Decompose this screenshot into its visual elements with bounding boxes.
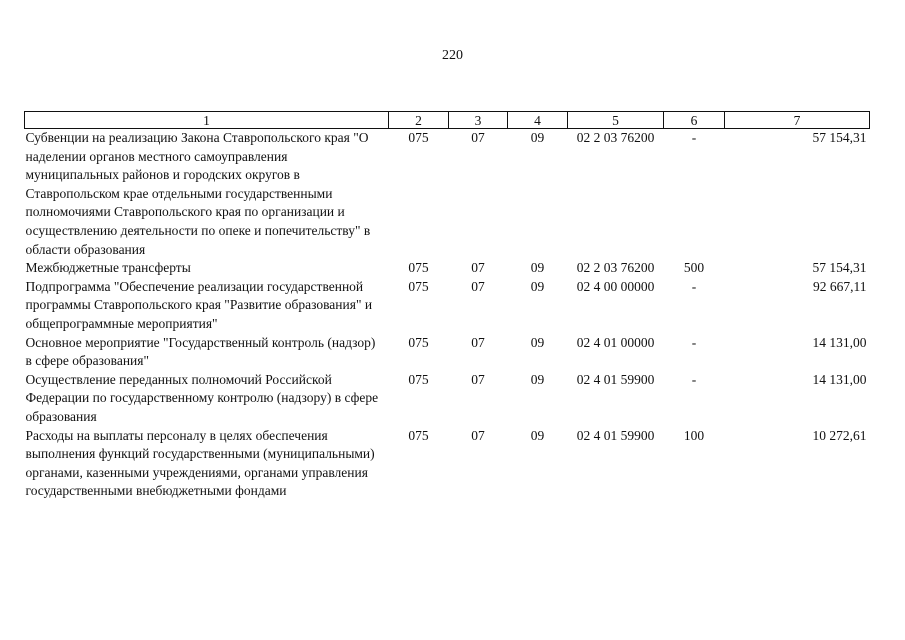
row-ministry-code: 075	[408, 260, 429, 276]
row-target-code: 02 4 01 59900	[576, 427, 655, 443]
row-section-code: 07	[471, 427, 485, 443]
table-row	[25, 371, 870, 427]
header-col-2: 2	[389, 112, 449, 129]
row-target-code: 02 4 00 00000	[576, 278, 655, 294]
row-ministry-code: 075	[408, 130, 429, 145]
row-expense-type: -	[691, 371, 697, 387]
table-row	[25, 259, 870, 278]
row-ministry-code: 075	[408, 278, 429, 294]
row-expense-type: -	[691, 334, 697, 350]
table-row	[25, 334, 870, 371]
row-amount: 57 154,31	[812, 260, 867, 276]
header-col-1: 1	[25, 112, 389, 129]
row-expense-type: 100	[683, 427, 705, 443]
row-amount: 57 154,31	[812, 130, 867, 145]
row-target-code: 02 2 03 76200	[576, 130, 655, 145]
row-subsection-code: 09	[530, 278, 545, 294]
row-expense-type: -	[691, 130, 697, 145]
header-col-7: 7	[725, 112, 870, 129]
row-section-code: 07	[471, 334, 485, 350]
table-row	[25, 278, 870, 334]
page-number: 220	[442, 48, 463, 63]
header-col-3: 3	[449, 112, 508, 129]
row-subsection-code: 09	[530, 260, 545, 276]
row-ministry-code: 075	[408, 427, 429, 443]
row-name: Осуществление переданных полномочий Российской Федерации по государственному контролю (надзору) в сфере образования	[25, 371, 379, 424]
header-col-6: 6	[664, 112, 725, 129]
row-ministry-code: 075	[408, 334, 429, 350]
row-target-code: 02 2 03 76200	[576, 260, 655, 276]
table-row	[25, 427, 870, 501]
row-amount: 92 667,11	[813, 278, 867, 294]
row-expense-type: -	[691, 278, 697, 294]
row-section-code: 07	[471, 130, 485, 145]
table-row	[25, 129, 870, 260]
row-name: Субвенции на реализацию Закона Ставропольского края "О наделении органов местного самоуправления муниципальных районов и городских округов в Ставропольском крае отдельными государственными полномочиями Ставропольского края по организации и осуществлению деятельности по опеке и попечительству" в области образования	[25, 130, 371, 257]
row-section-code: 07	[471, 371, 485, 387]
row-target-code: 02 4 01 00000	[576, 334, 655, 350]
row-target-code: 02 4 01 59900	[576, 371, 655, 387]
table-header-row	[25, 112, 870, 129]
row-amount: 14 131,00	[812, 334, 867, 350]
row-ministry-code: 075	[408, 371, 429, 387]
row-expense-type: 500	[683, 260, 705, 276]
row-name: Межбюджетные трансферты	[25, 260, 191, 276]
row-name: Основное мероприятие "Государственный контроль (надзор) в сфере образования"	[25, 334, 376, 369]
row-subsection-code: 09	[530, 130, 545, 145]
row-amount: 14 131,00	[812, 371, 867, 387]
row-section-code: 07	[471, 278, 485, 294]
row-subsection-code: 09	[530, 371, 545, 387]
row-name: Расходы на выплаты персоналу в целях обеспечения выполнения функций государственными (муниципальными) органами, казенными учреждениями, органами управления государственными внебюджетными фондами	[25, 427, 375, 499]
budget-table	[24, 111, 870, 501]
row-subsection-code: 09	[530, 334, 545, 350]
row-subsection-code: 09	[530, 427, 545, 443]
row-section-code: 07	[471, 260, 485, 276]
header-col-4: 4	[508, 112, 568, 129]
row-name: Подпрограмма "Обеспечение реализации государственной программы Ставропольского края "Развитие образования" и общепрограммные мероприятия"	[25, 278, 373, 331]
row-amount: 10 272,61	[812, 427, 867, 443]
header-col-5: 5	[568, 112, 664, 129]
